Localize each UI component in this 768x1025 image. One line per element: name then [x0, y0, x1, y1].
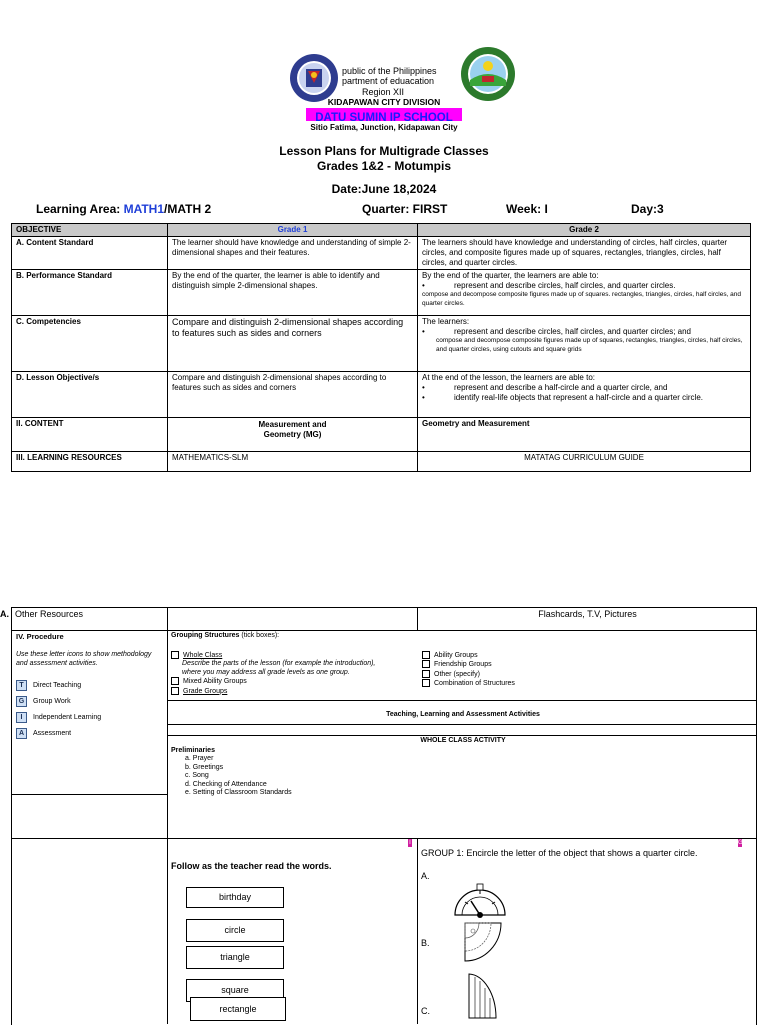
- word-card-square: square: [186, 979, 284, 1002]
- whole-class-desc2: where you may address all grade levels as one group.: [171, 669, 411, 678]
- ability-groups-checkbox[interactable]: [422, 651, 430, 659]
- page-subtitle: Grades 1&2 - Motumpis: [0, 159, 768, 173]
- row-marker: A.: [0, 609, 9, 619]
- performance-g2-extra: compose and decompose composite figures made up of squares. rectangles, triangles, circles, half circles, and quarter circles.: [422, 291, 746, 308]
- legend-label-a: Assessment: [33, 730, 71, 737]
- resources-g2: MATATAG CURRICULUM GUIDE: [418, 452, 751, 472]
- method-legend: [16, 680, 101, 744]
- preliminaries-list: [171, 755, 292, 798]
- content-label: II. CONTENT: [12, 418, 168, 452]
- word-card-rectangle: rectangle: [190, 997, 286, 1021]
- preliminaries-title: Preliminaries: [171, 746, 292, 755]
- page-title: Lesson Plans for Multigrade Classes: [0, 144, 768, 158]
- header-school: [306, 108, 462, 121]
- competencies-g1: Compare and distinguish 2-dimensional shapes according to features such as sides and corners: [168, 316, 418, 372]
- gauge-half-circle-icon: [451, 877, 509, 919]
- competencies-g2-bullet: • represent and describe circles, half circles, and quarter circles; and: [422, 327, 746, 337]
- grouping-structures-title: [171, 632, 279, 639]
- g1-instruction: Follow as the teacher read the words.: [171, 861, 332, 871]
- resources-g1: MATHEMATICS-SLM: [168, 452, 418, 472]
- choice-a-label: A.: [421, 871, 430, 881]
- header-grade2: Grade 2: [418, 224, 751, 237]
- division-seal: [460, 46, 516, 102]
- combination-option[interactable]: [422, 679, 515, 688]
- lesson-date: Date:June 18,2024: [0, 182, 768, 196]
- grouping-note: (tick boxes):: [239, 632, 279, 639]
- learning-area-rest: /MATH 2: [164, 202, 211, 216]
- preliminaries: [171, 746, 292, 798]
- prelim-item: b. Greetings: [185, 764, 292, 773]
- performance-g2-bullet-text: represent and describe circles, half circles, and quarter circles.: [454, 281, 675, 291]
- competencies-g2-bullet-text: represent and describe circles, half circles, and quarter circles; and: [454, 327, 691, 337]
- ability-groups-option[interactable]: [422, 651, 515, 660]
- objectives-g2-intro: At the end of the lesson, the learners are able to:: [422, 373, 746, 383]
- grade-groups-label: Grade Groups: [183, 688, 227, 695]
- legend-label-g: Group Work: [33, 698, 71, 705]
- grouping-left: [171, 651, 411, 696]
- learning-area: [36, 202, 211, 216]
- prelim-item: d. Checking of Attendance: [185, 781, 292, 790]
- grade-groups-option[interactable]: [171, 687, 411, 696]
- day: Day:3: [631, 202, 664, 216]
- other-specify-option[interactable]: [422, 670, 515, 679]
- objectives-g2-bullet2-text: identify real-life objects that represent a half-circle and a quarter circle.: [454, 393, 703, 403]
- content-standard-g2: The learners should have knowledge and understanding of circles, half circles, quarter circles, and composite figures made up of squares, rectangles, triangles, circles, half circles, and quarter circles.: [418, 237, 751, 270]
- competencies-g2-extra: compose and decompose composite figures made up of squares, rectangles, triangles, circles, half circles, and quarter circles, using cutouts and square grids: [422, 337, 746, 354]
- header-address: Sitio Fatima, Junction, Kidapawan City: [0, 123, 768, 132]
- header-objective: OBJECTIVE: [12, 224, 168, 237]
- prelim-item: a. Prayer: [185, 755, 292, 764]
- g2-method-letter: G: [738, 839, 742, 847]
- word-card-circle: circle: [186, 919, 284, 942]
- procedure-label: IV. Procedure: [16, 632, 64, 641]
- whole-class-checkbox[interactable]: [171, 651, 179, 659]
- content-g2: Geometry and Measurement: [418, 418, 751, 452]
- whole-class-option[interactable]: [171, 651, 411, 660]
- objectives-g1: Compare and distinguish 2-dimensional shapes according to features such as sides and corners: [168, 372, 418, 418]
- content-standard-g1: The learner should have knowledge and understanding of simple 2-dimensional shapes and their features.: [168, 237, 418, 270]
- grouping-title: Grouping Structures: [171, 632, 239, 639]
- prelim-item: e. Setting of Classroom Standards: [185, 789, 292, 798]
- learning-area-math1: MATH1: [124, 202, 164, 216]
- g2-instruction: GROUP 1: Encircle the letter of the object that shows a quarter circle.: [421, 848, 741, 858]
- combination-label: Combination of Structures: [434, 680, 515, 687]
- quarter-circle-doily-icon: [463, 921, 503, 963]
- choice-c-label: C.: [421, 1006, 430, 1016]
- content-standard-label: A. Content Standard: [12, 237, 168, 270]
- objectives-label: D. Lesson Objective/s: [12, 372, 168, 418]
- week: Week: I: [506, 202, 548, 216]
- letter-i-icon: I: [16, 712, 27, 723]
- legend-label-t: Direct Teaching: [33, 682, 81, 689]
- legend-independent-learning: [16, 712, 101, 723]
- ability-groups-label: Ability Groups: [434, 652, 478, 659]
- header-grade1: Grade 1: [168, 224, 418, 237]
- legend-group-work: [16, 696, 101, 707]
- letter-g-icon: G: [16, 696, 27, 707]
- friendship-groups-checkbox[interactable]: [422, 660, 430, 668]
- competencies-g2: [418, 316, 751, 372]
- performance-standard-g2: [418, 270, 751, 316]
- friendship-groups-option[interactable]: [422, 660, 515, 669]
- header-department: partment of eduacation: [342, 76, 434, 86]
- other-specify-label: Other (specify): [434, 671, 480, 678]
- g1-method-letter: I: [408, 839, 412, 847]
- combination-checkbox[interactable]: [422, 679, 430, 687]
- objectives-g2-bullet2: • identify real-life objects that represent a half-circle and a quarter circle.: [422, 393, 746, 403]
- objectives-g2-bullet1: • represent and describe a half-circle and a quarter circle, and: [422, 383, 746, 393]
- header-division: KIDAPAWAN CITY DIVISION: [0, 97, 768, 107]
- whole-class-desc1: Describe the parts of the lesson (for example the introduction),: [171, 660, 411, 669]
- grouping-right: [422, 651, 515, 688]
- friendship-groups-label: Friendship Groups: [434, 661, 492, 668]
- objectives-table: [11, 223, 751, 472]
- quarter-circle-harp-icon: [466, 972, 498, 1020]
- competencies-label: C. Competencies: [12, 316, 168, 372]
- objectives-g2: [418, 372, 751, 418]
- resources-label: III. LEARNING RESOURCES: [12, 452, 168, 472]
- other-specify-checkbox[interactable]: [422, 670, 430, 678]
- mixed-ability-option[interactable]: [171, 677, 411, 686]
- header-republic: public of the Philippines: [342, 66, 437, 76]
- performance-standard-g1: By the end of the quarter, the learner is able to identify and distinguish simple 2-dimensional shapes.: [168, 270, 418, 316]
- whole-class-activity-heading: WHOLE CLASS ACTIVITY: [168, 737, 758, 744]
- header-region: Region XII: [362, 87, 404, 97]
- choice-b-label: B.: [421, 938, 430, 948]
- performance-g2-intro: By the end of the quarter, the learners are able to:: [422, 271, 746, 281]
- legend-assessment: [16, 728, 101, 739]
- performance-g2-bullet: • represent and describe circles, half circles, and quarter circles.: [422, 281, 746, 291]
- letter-t-icon: T: [16, 680, 27, 691]
- objectives-g2-bullet1-text: represent and describe a half-circle and a quarter circle, and: [454, 383, 667, 393]
- word-card-birthday: birthday: [186, 887, 284, 908]
- mixed-ability-label: Mixed Ability Groups: [183, 678, 247, 685]
- other-resources-label: Other Resources: [15, 609, 83, 619]
- content-g1: Measurement and Geometry (MG): [168, 418, 418, 452]
- prelim-item: c. Song: [185, 772, 292, 781]
- grade-groups-checkbox[interactable]: [171, 687, 179, 695]
- competencies-g2-intro: The learners:: [422, 317, 746, 327]
- procedure-note: Use these letter icons to show methodology and assessment activities.: [16, 650, 164, 668]
- school-name: DATU SUMIN IP SCHOOL: [315, 112, 453, 124]
- legend-direct-teaching: [16, 680, 101, 691]
- letter-a-icon: A: [16, 728, 27, 739]
- performance-standard-label: B. Performance Standard: [12, 270, 168, 316]
- word-card-triangle: triangle: [186, 946, 284, 969]
- other-resources-g2: Flashcards, T.V, Pictures: [418, 609, 757, 619]
- tla-heading: Teaching, Learning and Assessment Activities: [168, 711, 758, 718]
- legend-label-i: Independent Learning: [33, 714, 101, 721]
- mixed-ability-checkbox[interactable]: [171, 677, 179, 685]
- deped-seal: [289, 53, 339, 103]
- whole-class-label: Whole Class: [183, 652, 222, 659]
- quarter: Quarter: FIRST: [362, 202, 447, 216]
- learning-area-label: Learning Area:: [36, 202, 124, 216]
